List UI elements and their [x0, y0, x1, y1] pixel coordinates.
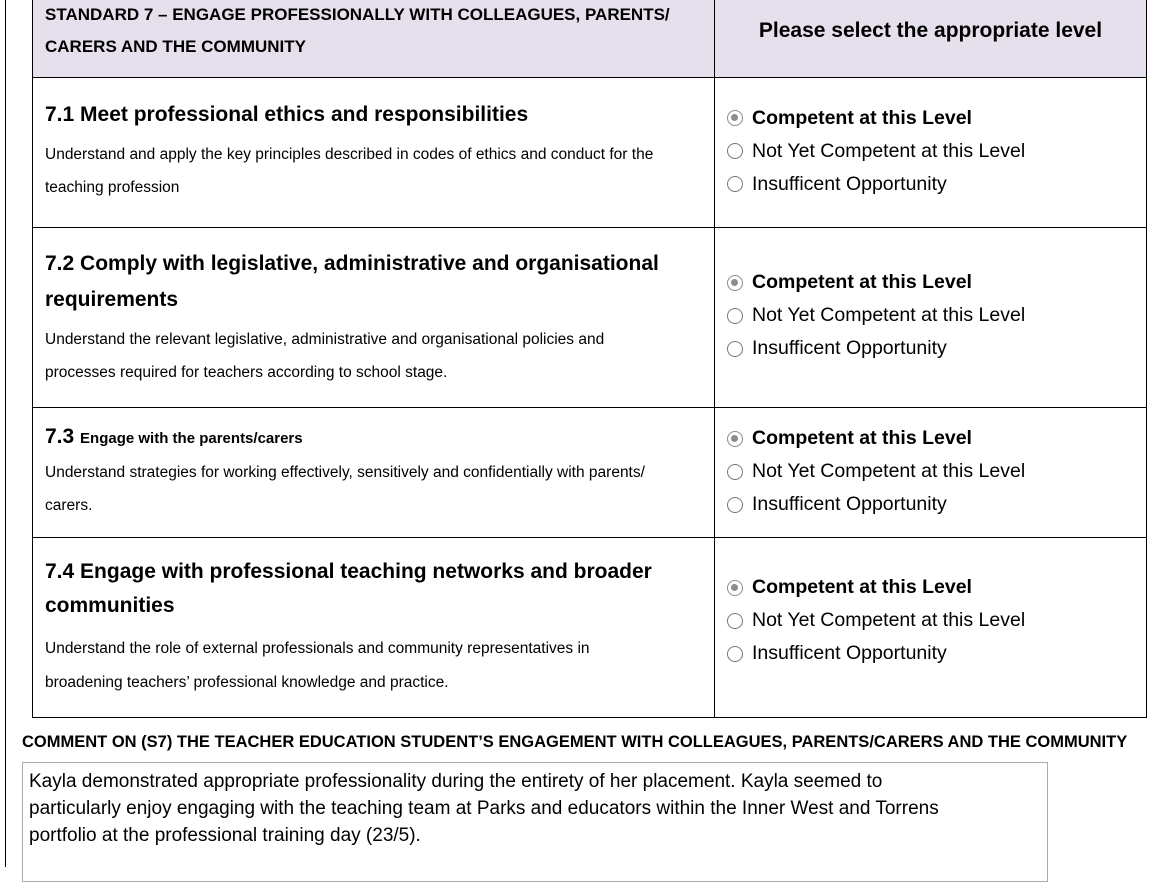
criterion-desc-line1: Understand the relevant legislative, administrative and organisational policies and: [45, 331, 605, 348]
radio-option-not-yet[interactable]: [727, 299, 1146, 332]
criterion-row-7-1: [33, 78, 1147, 228]
comment-textarea[interactable]: [22, 762, 1048, 882]
radio-unchecked-icon[interactable]: [727, 341, 743, 357]
radio-option-competent[interactable]: [727, 422, 1146, 455]
criterion-title-line2: requirements: [45, 288, 179, 311]
page-left-rule: [5, 0, 6, 867]
table-header-row: [33, 0, 1147, 78]
criterion-row-7-4: [33, 538, 1147, 718]
radio-option-competent[interactable]: [727, 102, 1146, 135]
radio-checked-icon[interactable]: [727, 580, 743, 596]
option-label: Competent at this Level: [752, 427, 972, 449]
radio-option-not-yet[interactable]: [727, 455, 1146, 488]
radio-unchecked-icon[interactable]: [727, 497, 743, 513]
criterion-desc-line2: processes required for teachers according to school stage.: [45, 364, 448, 381]
option-label: Not Yet Competent at this Level: [752, 609, 1026, 631]
standard-7-table: [32, 0, 1147, 718]
criterion-desc-line1: Understand strategies for working effectively, sensitively and confidentially with parents/: [45, 464, 645, 481]
criterion-title: Comply with legislative, administrative and organisational: [80, 252, 659, 275]
radio-checked-icon[interactable]: [727, 431, 743, 447]
option-label: Insufficent Opportunity: [752, 642, 947, 664]
option-label: Competent at this Level: [752, 576, 972, 598]
level-options-7-2: [715, 228, 1147, 408]
criterion-title: Meet professional ethics and responsibilities: [80, 103, 529, 126]
criterion-cell: [33, 538, 715, 718]
level-options-7-4: [715, 538, 1147, 718]
comment-line3: portfolio at the professional training day (23/5).: [29, 825, 421, 846]
comment-line2: particularly enjoy engaging with the teaching team at Parks and educators within the Inner West and Torrens: [29, 798, 939, 819]
radio-option-competent[interactable]: [727, 266, 1146, 299]
standard-title-line2: CARERS AND THE COMMUNITY: [45, 37, 306, 56]
criterion-row-7-3: [33, 408, 1147, 538]
criterion-title: Engage with the parents/carers: [80, 430, 303, 447]
criterion-cell: [33, 78, 715, 228]
radio-unchecked-icon[interactable]: [727, 143, 743, 159]
criterion-desc-line1: Understand and apply the key principles described in codes of ethics and conduct for the: [45, 146, 654, 163]
radio-unchecked-icon[interactable]: [727, 646, 743, 662]
level-header-cell: [715, 0, 1147, 78]
criterion-desc-line2: broadening teachers’ professional knowledge and practice.: [45, 674, 449, 691]
criterion-number: 7.4: [45, 560, 75, 583]
option-label: Not Yet Competent at this Level: [752, 139, 1026, 162]
option-label: Insufficent Opportunity: [752, 337, 947, 359]
criterion-title-line2: communities: [45, 594, 175, 617]
radio-checked-icon[interactable]: [727, 275, 743, 291]
criterion-number: 7.1: [45, 103, 75, 126]
radio-option-insufficient[interactable]: [727, 332, 1146, 365]
option-label: Not Yet Competent at this Level: [752, 460, 1026, 482]
comment-line1: Kayla demonstrated appropriate professionality during the entirety of her placement. Kayla seemed to: [29, 771, 883, 792]
option-label: Insufficent Opportunity: [752, 172, 947, 195]
standard-title-cell: [33, 0, 715, 78]
option-label: Competent at this Level: [752, 106, 972, 129]
level-options-7-3: [715, 408, 1147, 538]
standard-title-line1: STANDARD 7 – ENGAGE PROFESSIONALLY WITH COLLEAGUES, PARENTS/: [45, 5, 670, 24]
criterion-title: Engage with professional teaching networks and broader: [80, 560, 652, 583]
radio-unchecked-icon[interactable]: [727, 613, 743, 629]
radio-option-insufficient[interactable]: [727, 488, 1146, 521]
option-label: Competent at this Level: [752, 271, 972, 293]
criterion-desc-line2: carers.: [45, 497, 93, 514]
radio-checked-icon[interactable]: [727, 110, 743, 126]
criterion-desc-line2: teaching profession: [45, 179, 180, 196]
option-label: Not Yet Competent at this Level: [752, 304, 1026, 326]
radio-option-not-yet[interactable]: [727, 135, 1146, 168]
criterion-cell: [33, 228, 715, 408]
criterion-desc-line1: Understand the role of external professionals and community representatives in: [45, 640, 590, 657]
comment-heading: COMMENT ON (S7) THE TEACHER EDUCATION STUDENT’S ENGAGEMENT WITH COLLEAGUES, PARENTS/CARERS AND THE COMMUNITY: [22, 733, 1128, 751]
level-header: Please select the appropriate level: [758, 19, 1103, 42]
radio-unchecked-icon[interactable]: [727, 176, 743, 192]
criterion-number: 7.2: [45, 252, 75, 275]
level-options-7-1: [715, 78, 1147, 228]
radio-option-insufficient[interactable]: [727, 168, 1146, 201]
criterion-row-7-2: [33, 228, 1147, 408]
radio-unchecked-icon[interactable]: [727, 464, 743, 480]
radio-option-not-yet[interactable]: [727, 604, 1146, 637]
radio-option-insufficient[interactable]: [727, 637, 1146, 670]
radio-unchecked-icon[interactable]: [727, 308, 743, 324]
radio-option-competent[interactable]: [727, 571, 1146, 604]
criterion-cell: [33, 408, 715, 538]
criterion-number: 7.3: [45, 425, 75, 448]
option-label: Insufficent Opportunity: [752, 493, 947, 515]
